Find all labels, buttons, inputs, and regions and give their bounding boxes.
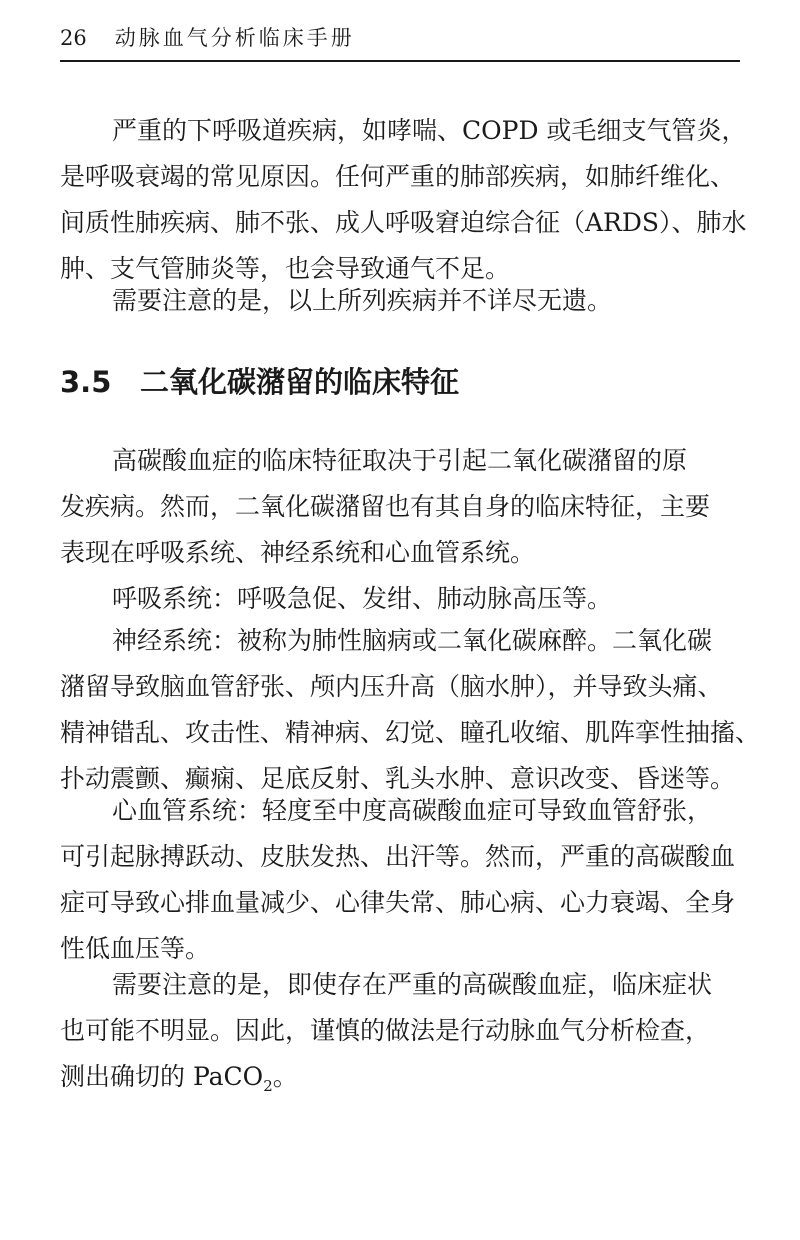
paragraph-abg-recommendation xyxy=(60,962,740,1100)
running-head xyxy=(60,22,355,52)
text-line: 症可导致心排血量减少、心律失常、肺心病、心力衰竭、全身 xyxy=(60,888,736,917)
paragraph-lower-airway-diseases xyxy=(60,108,747,292)
text-line: 需要注意的是，以上所列疾病并不详尽无遗。 xyxy=(112,286,613,315)
section-heading xyxy=(60,360,459,401)
text-line: 也可能不明显。因此，谨慎的做法是行动脉血气分析检查， xyxy=(60,1016,711,1045)
text-line: 高碳酸血症的临床特征取决于引起二氧化碳潴留的原 xyxy=(112,446,688,475)
paco2-prefix: 测出确切的 PaCO xyxy=(60,1062,264,1091)
paragraph-respiratory-system xyxy=(60,576,740,622)
text-line: 表现在呼吸系统、神经系统和心血管系统。 xyxy=(60,538,536,567)
paragraph-cardiovascular-system xyxy=(60,788,740,972)
text-line: 需要注意的是，即使存在严重的高碳酸血症，临床症状 xyxy=(112,970,713,999)
section-number: 3.5 xyxy=(60,365,112,399)
text-line: 性低血压等。 xyxy=(60,934,211,963)
text-line: 可引起脉搏跃动、皮肤发热、出汗等。然而，严重的高碳酸血 xyxy=(60,842,736,871)
text-line: 扑动震颤、癫痫、足底反射、乳头水肿、意识改变、昏迷等。 xyxy=(60,764,736,793)
text-line: 发疾病。然而，二氧化碳潴留也有其自身的临床特征，主要 xyxy=(60,492,711,521)
paragraph-nervous-system xyxy=(60,618,761,802)
header-rule xyxy=(60,60,740,62)
page-number: 26 xyxy=(60,26,87,50)
book-title: 动脉血气分析临床手册 xyxy=(114,26,355,50)
section-title: 二氧化碳潴留的临床特征 xyxy=(140,365,460,399)
text-line: 精神错乱、攻击性、精神病、幻觉、瞳孔收缩、肌阵挛性抽搐、 xyxy=(60,718,761,747)
paco2-subscript: 2 xyxy=(263,1077,273,1095)
paragraph-hypercapnia-overview xyxy=(60,438,740,576)
text-line: 呼吸系统：呼吸急促、发绀、肺动脉高压等。 xyxy=(112,584,613,613)
text-line: 严重的下呼吸道疾病，如哮喘、COPD 或毛细支气管炎， xyxy=(112,116,747,145)
text-line-paco2 xyxy=(60,1054,740,1100)
text-line: 间质性肺疾病、肺不张、成人呼吸窘迫综合征（ARDS）、肺水 xyxy=(60,208,747,237)
paco2-suffix: 。 xyxy=(272,1062,298,1091)
text-line: 心血管系统：轻度至中度高碳酸血症可导致血管舒张， xyxy=(112,796,713,825)
paragraph-not-exhaustive-note xyxy=(60,278,740,324)
text-line: 潴留导致脑血管舒张、颅内压升高（脑水肿），并导致头痛、 xyxy=(60,672,723,701)
text-line: 是呼吸衰竭的常见原因。任何严重的肺部疾病，如肺纤维化、 xyxy=(60,162,736,191)
text-line: 肿、支气管肺炎等，也会导致通气不足。 xyxy=(60,254,511,283)
text-line: 神经系统：被称为肺性脑病或二氧化碳麻醉。二氧化碳 xyxy=(112,626,713,655)
